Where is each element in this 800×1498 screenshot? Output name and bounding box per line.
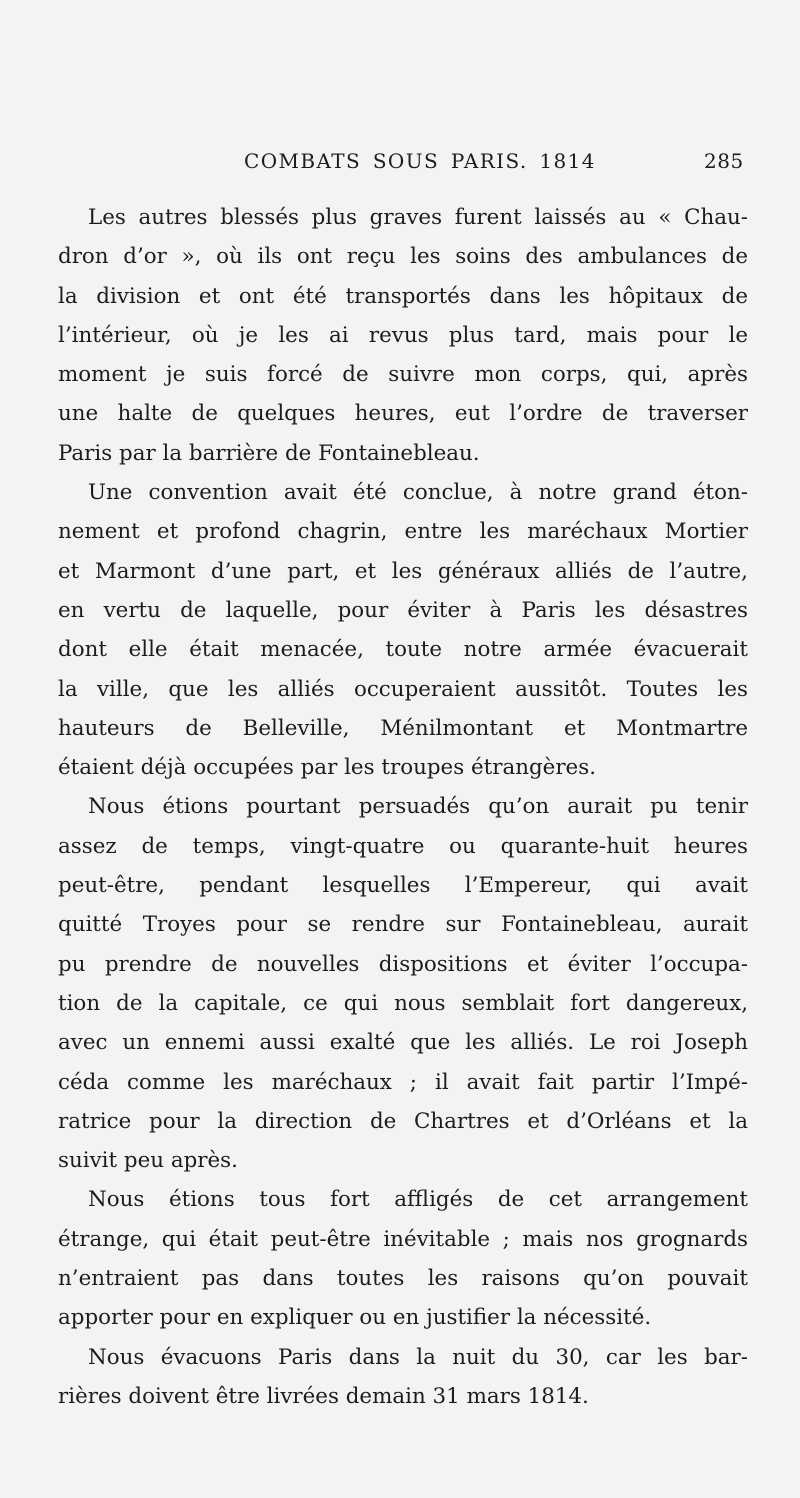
text-line: apporter pour en expliquer ou en justifier la nécessité. xyxy=(58,1305,652,1331)
text-line: ratrice pour la direction de Chartres et d’Orléans et la xyxy=(58,1108,748,1134)
body-text xyxy=(58,198,748,1416)
text-line: une halte de quelques heures, eut l’ordre de traverser xyxy=(58,401,748,427)
text-line: rières doivent être livrées demain 31 mars 1814. xyxy=(58,1383,589,1409)
text-line: assez de temps, vingt-quatre ou quarante-huit heures xyxy=(58,833,748,859)
text-line: hauteurs de Belleville, Ménilmontant et Montmartre xyxy=(58,715,748,741)
text-line: avec un ennemi aussi exalté que les alliés. Le roi Joseph xyxy=(58,1030,748,1056)
running-title: COMBATS SOUS PARIS. 1814 xyxy=(244,149,596,173)
text-line: dont elle était menacée, toute notre armée évacuerait xyxy=(58,637,748,663)
text-line: Nous étions tous fort affligés de cet arrangement xyxy=(88,1187,748,1213)
text-line: Paris par la barrière de Fontainebleau. xyxy=(58,440,480,466)
text-line: la division et ont été transportés dans les hôpitaux de xyxy=(58,283,748,309)
text-line: dron d’or », où ils ont reçu les soins des ambulances de xyxy=(58,244,748,270)
text-line: Nous évacuons Paris dans la nuit du 30, car les bar- xyxy=(88,1344,748,1370)
text-line: suivit peu après. xyxy=(58,1148,238,1174)
text-line: céda comme les maréchaux ; il avait fait partir l’Impé- xyxy=(58,1069,748,1095)
text-line: l’intérieur, où je les ai revus plus tard, mais pour le xyxy=(58,322,748,348)
paragraph-3 xyxy=(58,787,748,1180)
text-line: Une convention avait été conclue, à notre grand éton- xyxy=(88,480,748,506)
text-line: peut-être, pendant lesquelles l’Empereur, qui avait xyxy=(58,873,748,899)
paragraph-1 xyxy=(58,198,748,473)
running-head xyxy=(0,148,800,178)
paragraph-2 xyxy=(58,473,748,787)
page-number: 285 xyxy=(704,149,744,173)
text-line: la ville, que les alliés occuperaient aussitôt. Toutes les xyxy=(58,676,748,702)
text-line: tion de la capitale, ce qui nous semblait fort dangereux, xyxy=(58,990,748,1016)
text-line: n’entraient pas dans toutes les raisons qu’on pouvait xyxy=(58,1266,748,1292)
text-line: étrange, qui était peut-être inévitable ; mais nos grognards xyxy=(58,1226,748,1252)
paragraph-5 xyxy=(58,1338,748,1417)
text-line: quitté Troyes pour se rendre sur Fontainebleau, aurait xyxy=(58,912,748,938)
text-line: et Marmont d’une part, et les généraux alliés de l’autre, xyxy=(58,558,748,584)
paragraph-4 xyxy=(58,1180,748,1337)
text-line: nement et profond chagrin, entre les maréchaux Mortier xyxy=(58,519,748,545)
text-line: pu prendre de nouvelles dispositions et éviter l’occupa- xyxy=(58,951,748,977)
text-line: en vertu de laquelle, pour éviter à Paris les désastres xyxy=(58,597,748,623)
text-line: Nous étions pourtant persuadés qu’on aurait pu tenir xyxy=(88,794,748,820)
text-line: Les autres blessés plus graves furent laissés au « Chau- xyxy=(88,205,748,230)
text-line: étaient déjà occupées par les troupes étrangères. xyxy=(58,755,596,781)
text-line: moment je suis forcé de suivre mon corps, qui, après xyxy=(58,362,748,388)
